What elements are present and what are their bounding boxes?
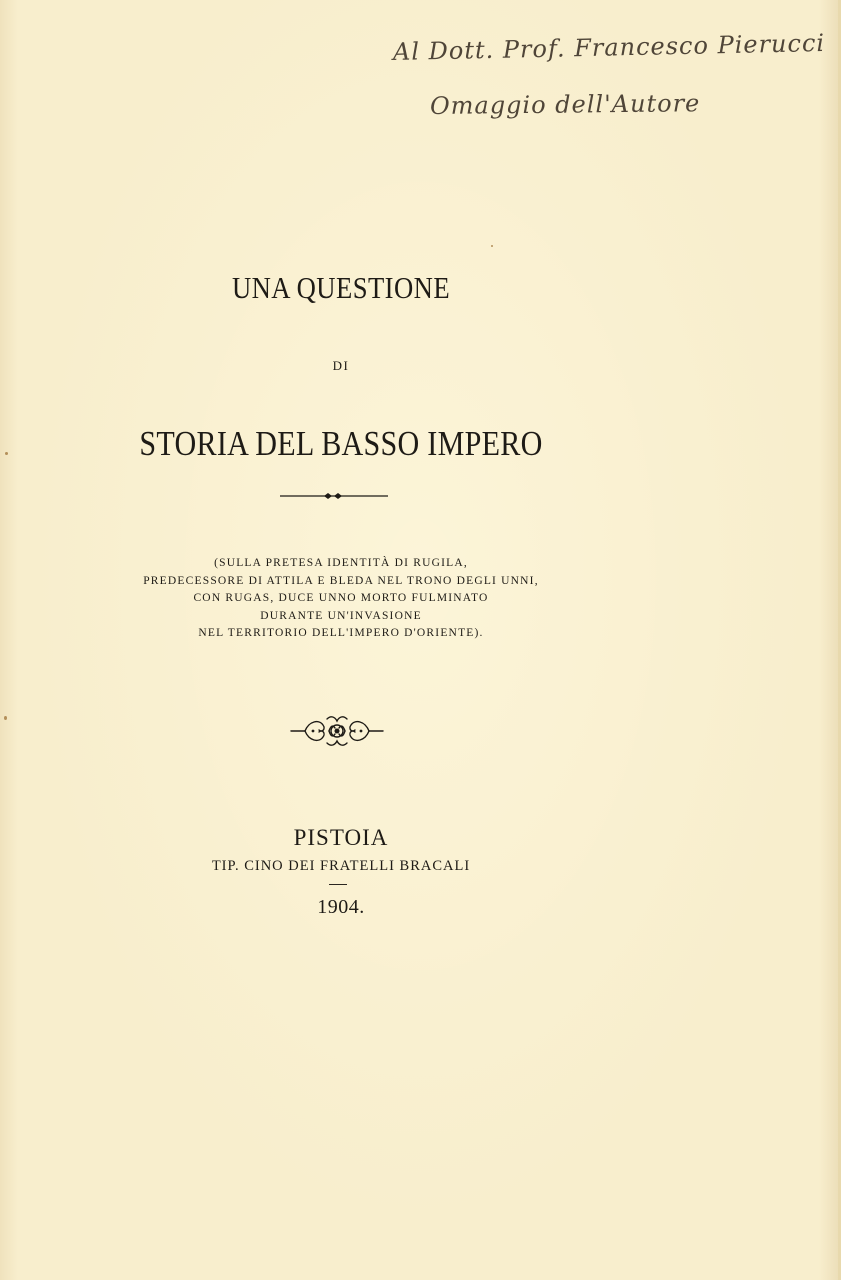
title-rule-ornament	[280, 490, 388, 502]
imprint-rule	[329, 884, 347, 885]
handwritten-dedication-line-1: Al Dott. Prof. Francesco Pierucci	[392, 28, 826, 66]
title-line-2: STORIA DEL BASSO IMPERO	[139, 424, 543, 463]
subtitle-line: (SULLA PRETESA IDENTITÀ DI RUGILA,	[214, 557, 468, 569]
subtitle-line: NEL TERRITORIO DELL'IMPERO D'ORIENTE).	[198, 627, 484, 639]
subtitle-line: DURANTE UN'INVASIONE	[260, 609, 422, 622]
subtitle-line: PREDECESSORE DI ATTILA E BLEDA NEL TRONO DEGLI UNNI,	[143, 574, 539, 587]
imprint-year: 1904.	[317, 896, 365, 918]
subtitle-line: CON RUGAS, DUCE UNNO MORTO FULMINATO	[193, 592, 489, 604]
paper-speck	[5, 452, 8, 455]
handwritten-dedication-line-2: Omaggio dell'Autore	[429, 89, 701, 120]
imprint-printer: TIP. CINO DEI FRATELLI BRACALI	[211, 858, 471, 874]
fleuron-ornament	[289, 711, 385, 751]
paper-speck	[4, 716, 7, 720]
imprint-city: PISTOIA	[293, 825, 389, 850]
title-line-1: UNA QUESTIONE	[231, 270, 451, 305]
title-connector: DI	[332, 358, 350, 373]
subtitle-block	[0, 555, 682, 643]
paper-speck	[491, 245, 493, 247]
